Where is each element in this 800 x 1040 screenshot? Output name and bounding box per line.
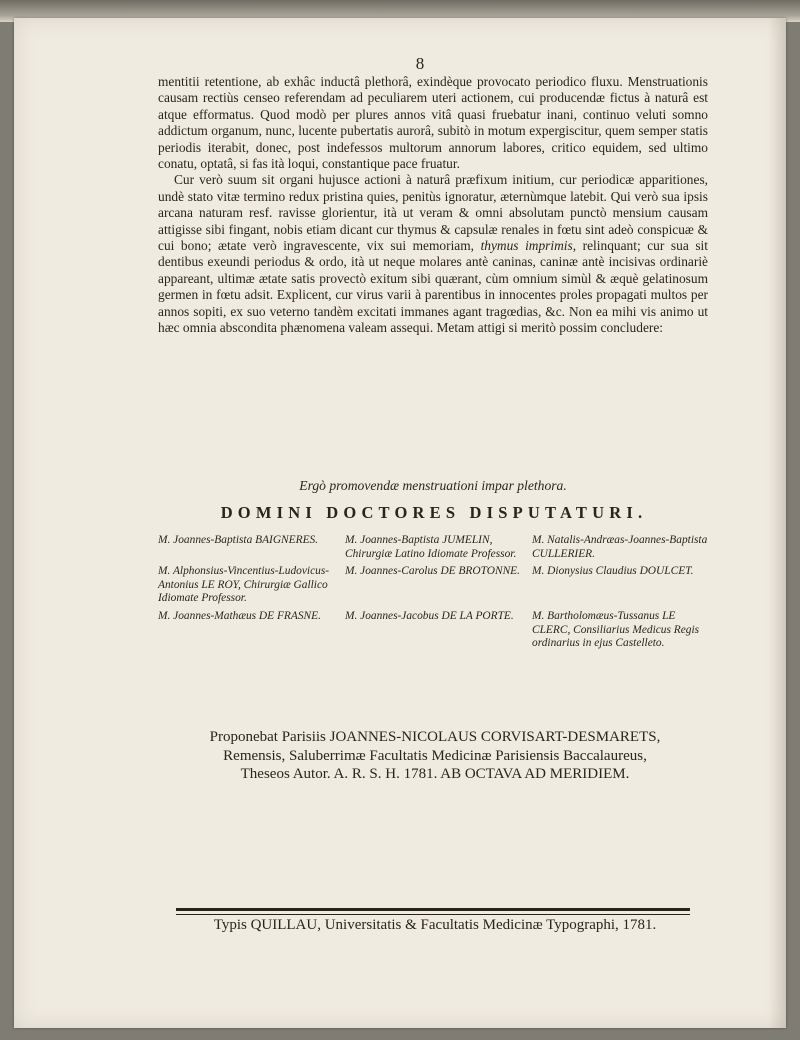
paragraph: Cur verò suum sit organi hujusce actioni à naturâ præfixum initium, cur periodicæ apparitiones, undè stato vitæ termino redux pristina quies, penitùs ignoratur, æternùmque latebit. Qui verò sua ipsis arcana naturam resf. ravisse glorientur, ità ut veram & omni absolutam punctò mensium causam attigisse sibi fingant, nobis etiam dicant cur thymus & capsulæ renales in fœtu sint adeò conspicuæ & cui bono; ætate verò ingravescente, vix sui memoriam, thymus imprimis, relinquant; cur sua sit dentibus exeundi periodus & ordo, ità ut neque molares antè caninas, caninæ antè incisivas ordinariè appareant, ultimæ ætate satis provectò exitum sibi quærant, cùm omnium simùl & æquè gelatinosum germen in fœtu adsit. Explicent, cur virus varii à parentibus in innocentes proles propagati multos per annos sopiti, ex suo veterno tandèm excitati immanes agant tragœdias, &c. Non ea mihi vis animo ut hæc omnia abscondita phænomena valeam assequi. Metam attigi si meritò possim concludere: bbox=[158, 172, 708, 336]
printer-imprint: Typis QUILLAU, Universitatis & Facultatis Medicinæ Typographi, 1781. bbox=[213, 917, 657, 933]
doctor-entry: M. Joannes-Carolus DE BROTONNE. bbox=[345, 565, 520, 578]
doctor-entry: M. Alphonsius-Vincentius-Ludovicus-Antonius LE ROY, Chirurgiæ Gallico Idiomate Professor. bbox=[158, 565, 330, 605]
doctors-heading: DOMINI DOCTORES DISPUTATURI. bbox=[220, 503, 648, 522]
conclusion: Ergò promovendæ menstruationi impar plethora. bbox=[299, 478, 567, 493]
page-number: 8 bbox=[415, 54, 425, 73]
rule-thick bbox=[176, 908, 690, 911]
doctor-entry: M. Bartholomæus-Tussanus LE CLERC, Consiliarius Medicus Regis ordinarius in ejus Castelleto. bbox=[532, 609, 700, 650]
doctor-entry: M. Joannes-Mathæus DE FRASNE. bbox=[158, 609, 321, 622]
doctor-entry: M. Joannes-Jacobus DE LA PORTE. bbox=[345, 609, 514, 622]
paragraph-part: relinquant; cur sua sit dentibus exeundi periodus & ordo, ità ut neque molares antè caninas, caninæ antè incisivas ordinariè appareant, ultimæ ætate satis provectò exitum sibi quærant, cùm omnium simùl & æquè gelatinosum germen in fœtu adsit. Explicent, cur virus varii à parentibus in innocentes proles propagati multos per annos sopiti, ex suo veterno tandèm excitati immanes agant tragœdias, &c. Non ea mihi vis animo ut hæc omnia abscondita phænomena valeam assequi. Metam attigi si meritò possim concludere: bbox=[158, 238, 708, 336]
paragraph-part: Cur verò suum sit organi hujusce actioni à naturâ præfixum initium, cur periodicæ apparitiones, undè stato vitæ termino redux pristina quies, penitùs ignoratur, æternùmque latebit. Qui verò sua ipsis arcana naturam resf. ravisse glorientur, ità ut veram & omni absolutam punctò mensium causam attigisse sibi fingant, nobis etiam dicant cur thymus & capsulæ renales in fœtu sint adeò conspicuæ & cui bono; ætate verò ingravescente, vix sui memoriam, bbox=[158, 172, 708, 254]
doctor-entry: M. Dionysius Claudius DOULCET. bbox=[532, 565, 694, 578]
italic-phrase: thymus imprimis bbox=[480, 238, 573, 254]
body-text bbox=[158, 74, 708, 337]
rule-thin bbox=[176, 914, 690, 915]
proponebat-block bbox=[160, 728, 710, 784]
page-edge-shadow bbox=[768, 18, 786, 1028]
proponebat-line: Theseos Autor. A. R. S. H. 1781. AB OCTAVA AD MERIDIEM. bbox=[240, 766, 630, 782]
paragraph: mentitii retentione, ab exhâc inductâ plethorâ, exindèque provocato periodico fluxu. Menstruationis causam rectiùs censeo referendam ad peculiarem uteri actionem, cui producendæ fictus à naturâ est atque efformatus. Quod modò per plures annos vitâ quasi fruebatur inani, continuo veluti somno addictum organum, nunc, lucente pubertatis aurorâ, subitò in motum expergiscitur, quem semper statis periodis iterabit, donec, post indefessos multorum annorum labores, critico equidem, sed ultimo conatu, optatâ, si fas ità loqui, constantique pace fruatur. bbox=[158, 74, 708, 172]
doctor-entry: M. Natalis-Andræas-Joannes-Baptista CULLERIER. bbox=[532, 534, 708, 560]
proponebat-line: Proponebat Parisiis JOANNES-NICOLAUS CORVISART-DESMARETS, bbox=[209, 729, 661, 745]
proponebat-line: Remensis, Saluberrimæ Facultatis Medicinæ Parisiensis Baccalaureus, bbox=[223, 747, 647, 764]
doctors-list bbox=[158, 534, 714, 651]
doctor-entry: M. Joannes-Baptista BAIGNERES. bbox=[158, 534, 319, 546]
doctor-entry: M. Joannes-Baptista JUMELIN, Chirurgiæ Latino Idiomate Professor. bbox=[345, 534, 517, 560]
